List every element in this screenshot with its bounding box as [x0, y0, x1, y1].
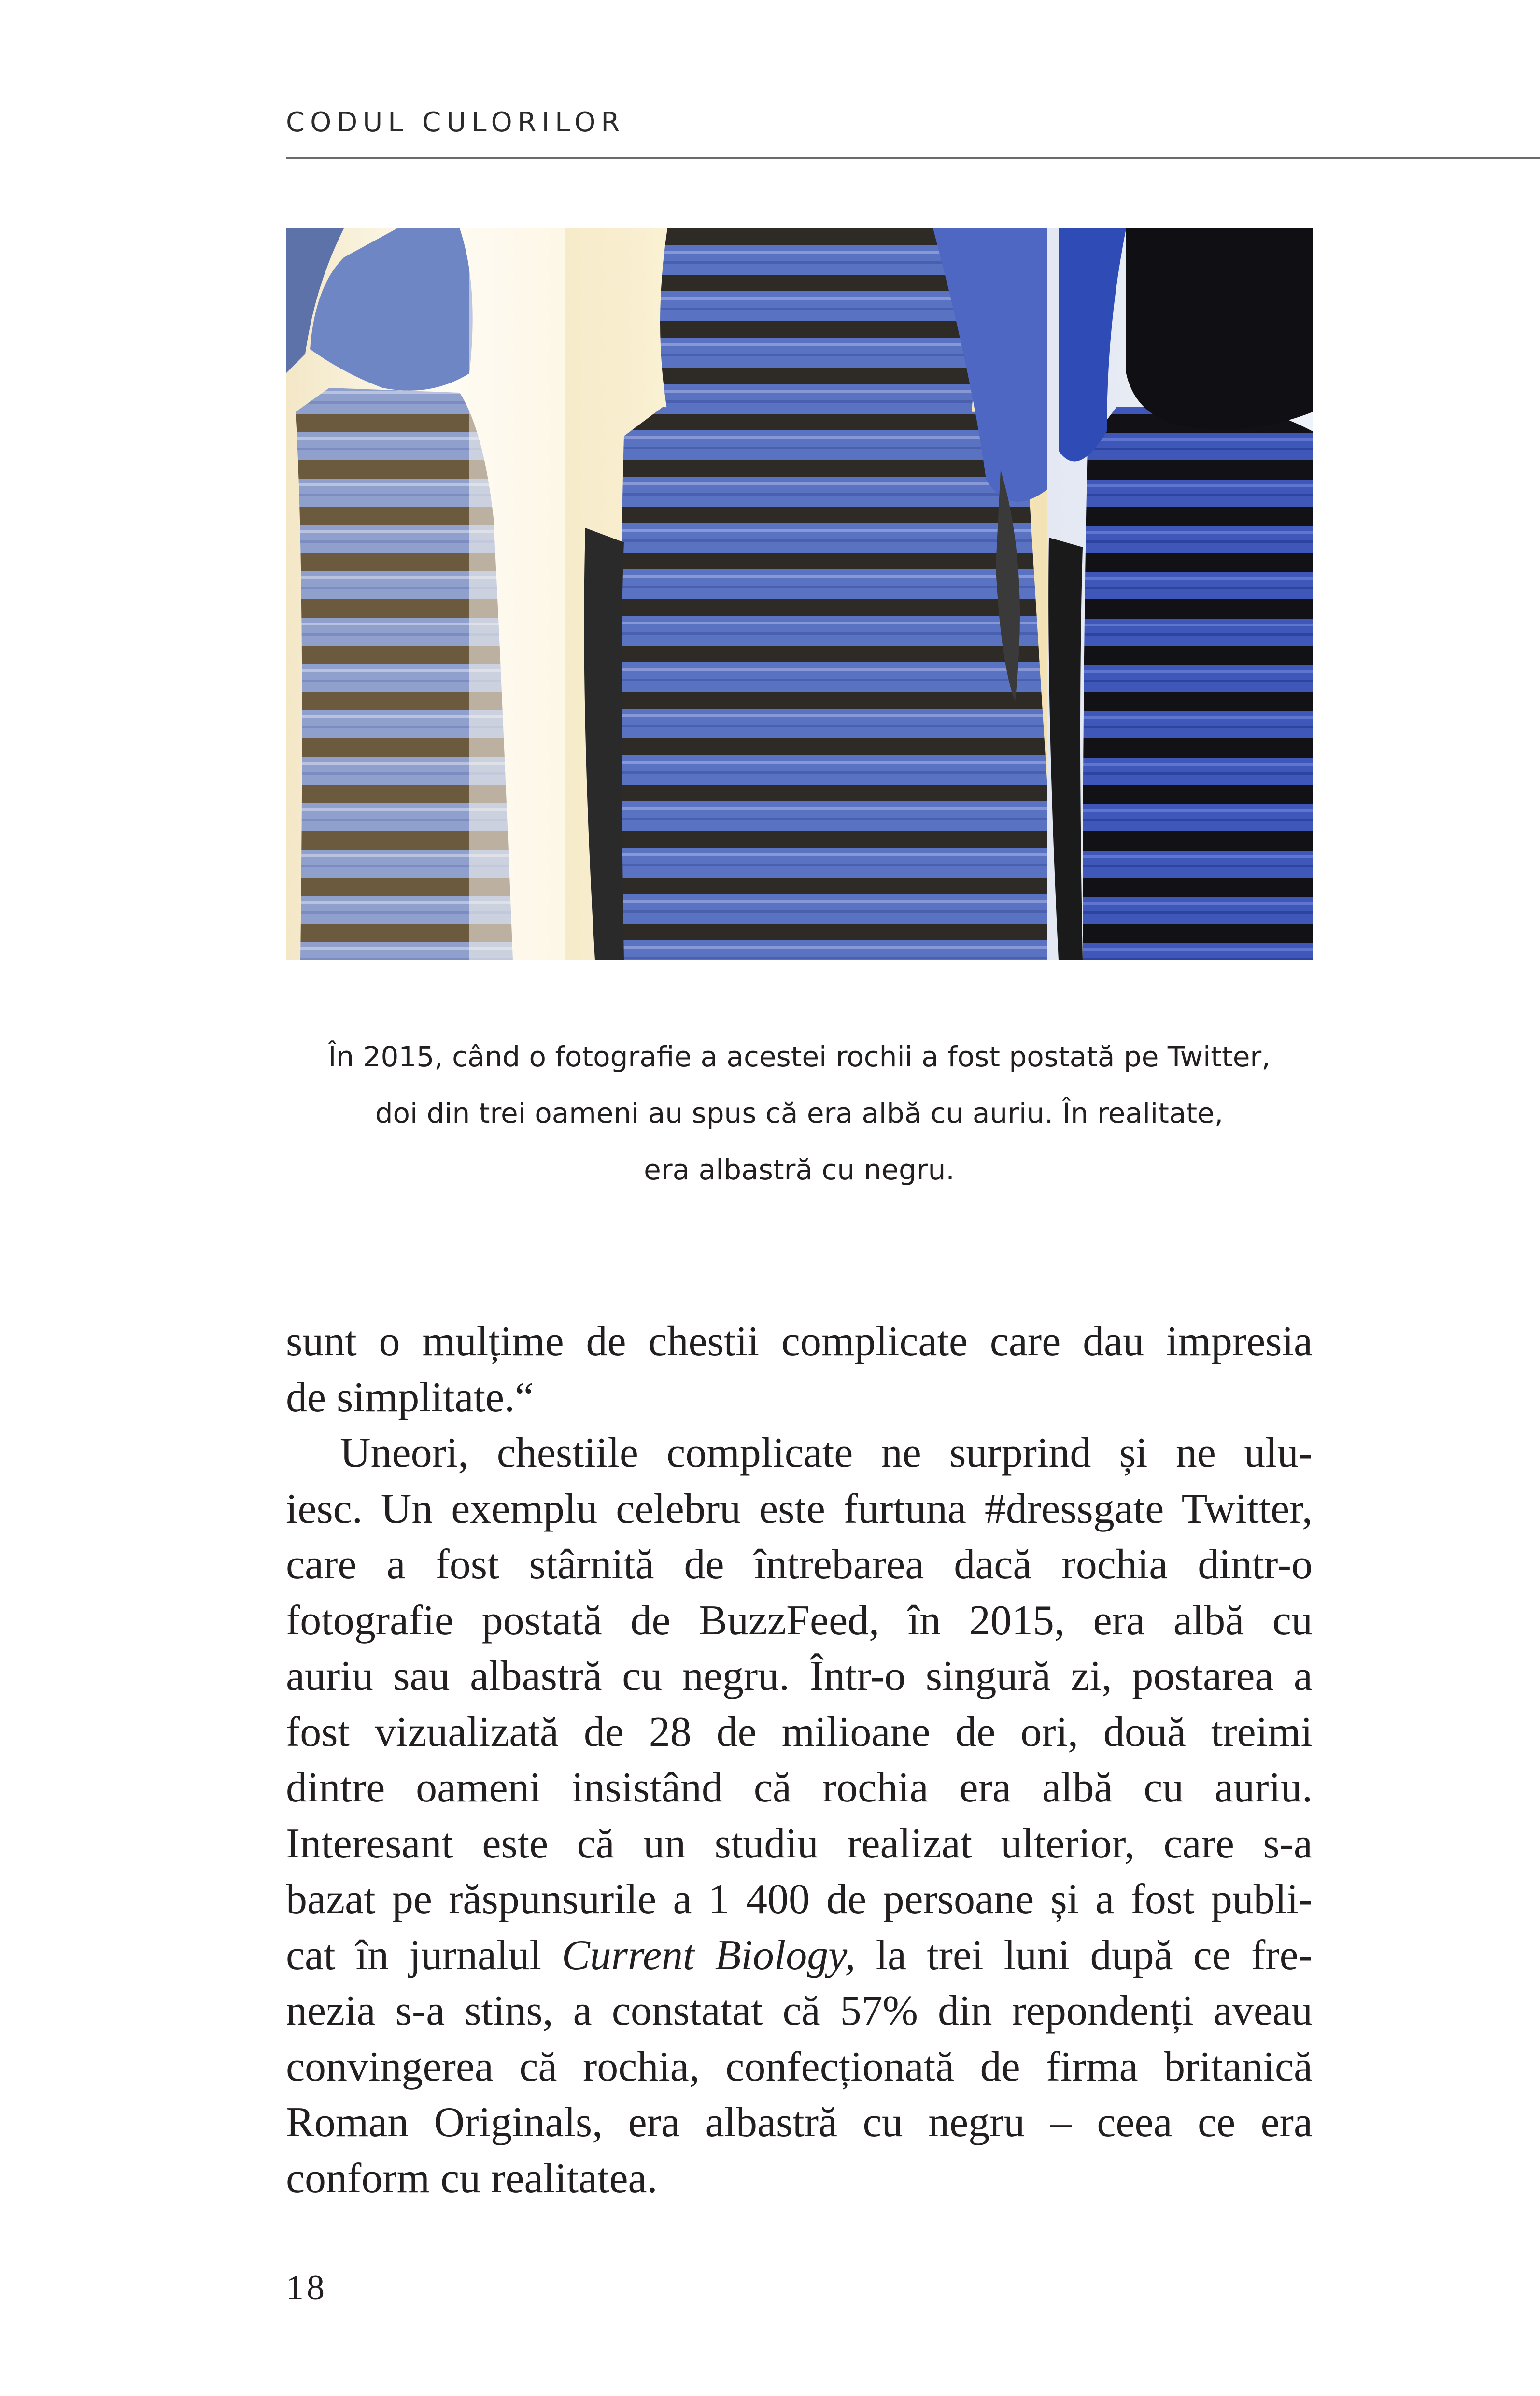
page-number: 18	[286, 2268, 327, 2308]
text-line: Uneori, chestiile complicate ne surprind și ne ulu-	[340, 1430, 1313, 1476]
text-line: conform cu realitatea.	[286, 2155, 658, 2202]
text-line: Roman Originals, era albastră cu negru – ceea ce era	[286, 2099, 1313, 2146]
text-line: sunt o mulțime de chestii complicate care dau impresia	[286, 1318, 1313, 1365]
text-line: care a fost stârnită de întrebarea dacă rochia dintr-o	[286, 1541, 1313, 1588]
dress-panel-white-gold	[286, 228, 565, 960]
text-line: Interesant este că un studiu realizat ulterior, care s-a	[286, 1820, 1313, 1867]
text-line: nezia s-a stins, a constatat că 57% din repondenți aveau	[286, 1987, 1313, 2034]
caption-line: În 2015, când o fotografie a acestei rochii a fost postată pe Twitter,	[328, 1040, 1271, 1073]
text-fragment: cat în jurnalul	[286, 1931, 562, 1979]
text-line: iesc. Un exemplu celebru este furtuna #dressgate Twitter,	[286, 1485, 1313, 1532]
body-text	[286, 1314, 1313, 2206]
text-fragment: la trei luni după ce fre-	[855, 1931, 1313, 1979]
running-head: CODUL CULORILOR	[286, 107, 625, 138]
journal-title: Current Biology,	[562, 1931, 856, 1979]
text-line: de simplitate.“	[286, 1374, 534, 1421]
text-line: fotografie postată de BuzzFeed, în 2015, era albă cu	[286, 1597, 1313, 1644]
figure-caption	[286, 1029, 1313, 1198]
header-rule	[286, 157, 1540, 159]
dress-figure	[286, 228, 1313, 960]
text-line-with-journal	[286, 1928, 1313, 1984]
text-line: bazat pe răspunsurile a 1 400 de persoane și a fost publi-	[286, 1876, 1313, 1923]
dress-panel-blue-black	[1047, 228, 1313, 960]
text-line: dintre oameni insistând că rochia era albă cu auriu.	[286, 1764, 1313, 1811]
text-line: fost vizualizată de 28 de milioane de ori, două treimi	[286, 1708, 1313, 1756]
text-line: convingerea că rochia, confecționată de firma britanică	[286, 2043, 1313, 2090]
caption-line: doi din trei oameni au spus că era albă cu auriu. În realitate,	[375, 1097, 1224, 1130]
dress-panel-original	[565, 228, 1059, 960]
caption-line: era albastră cu negru.	[644, 1153, 955, 1186]
text-line: auriu sau albastră cu negru. Într-o singură zi, postarea a	[286, 1653, 1313, 1700]
